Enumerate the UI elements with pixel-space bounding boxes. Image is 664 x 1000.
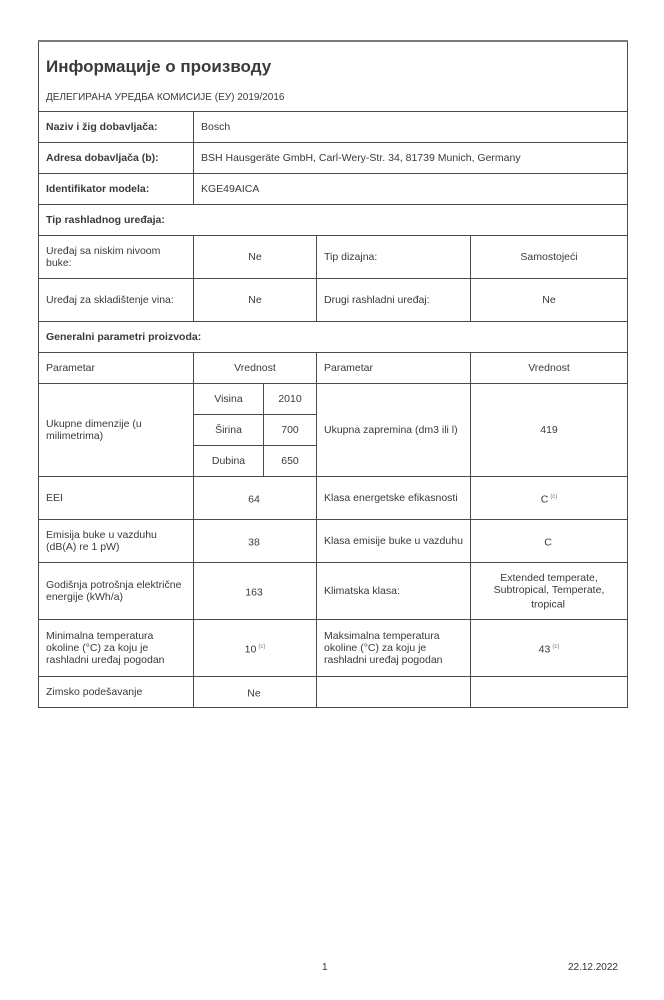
footnote-marker: (c) xyxy=(258,643,266,650)
appliance-type-heading: Tip rashladnog uređaja: xyxy=(39,205,628,236)
eei-value-text: 64 xyxy=(248,493,260,506)
wine-storage-value: Ne xyxy=(194,279,317,322)
noise-emission-value-text: 38 xyxy=(248,536,260,549)
dimensions-label: Ukupne dimenzije (u milimetrima) xyxy=(39,384,194,477)
parameter-row xyxy=(39,620,628,677)
total-volume-value: 419 xyxy=(471,384,628,477)
winter-setting-label: Zimsko podešavanje xyxy=(39,677,194,708)
climate-class-label: Klimatska klasa: xyxy=(317,563,471,620)
climate-class-value-text: Extended temperate, Subtropical, Temperate, tropical xyxy=(493,571,605,611)
supplier-address-value: BSH Hausgeräte GmbH, Carl-Wery-Str. 34, 81739 Munich, Germany xyxy=(194,143,628,174)
climate-class-value xyxy=(471,563,628,620)
dimension-row xyxy=(39,384,628,415)
annual-energy-label: Godišnja potrošnja električne energije (kWh/a) xyxy=(39,563,194,620)
column-header-parameter: Parametar xyxy=(317,353,471,384)
type-row xyxy=(39,279,628,322)
eei-label: EEI xyxy=(39,477,194,520)
max-temperature-value xyxy=(471,620,628,677)
parameter-row xyxy=(39,677,628,708)
low-noise-label: Uređaj sa niskim nivoom buke: xyxy=(39,236,194,279)
empty-label-cell xyxy=(317,677,471,708)
winter-setting-value-text: Ne xyxy=(247,687,261,700)
noise-emission-value xyxy=(194,520,317,563)
supplier-name-label: Naziv i žig dobavljača: xyxy=(39,112,194,143)
model-identifier-value: KGE49AICA xyxy=(194,174,628,205)
document-title: Информације о производу xyxy=(39,41,628,85)
supplier-address-row xyxy=(39,143,628,174)
dimension-name-height: Visina xyxy=(194,384,264,415)
dimension-name-width: Širina xyxy=(194,415,264,446)
max-temperature-label: Maksimalna temperatura okoline (°C) za koju je rashladni uređaj pogodan xyxy=(317,620,471,677)
winter-setting-value xyxy=(194,677,317,708)
eei-value xyxy=(194,477,317,520)
column-header-value: Vrednost xyxy=(471,353,628,384)
noise-emission-label: Emisija buke u vazduhu (dB(A) re 1 pW) xyxy=(39,520,194,563)
dimension-value-height: 2010 xyxy=(264,384,317,415)
column-header-value: Vrednost xyxy=(194,353,317,384)
column-header-row xyxy=(39,353,628,384)
footnote-marker: (c) xyxy=(552,643,560,650)
parameter-row xyxy=(39,520,628,563)
total-volume-label: Ukupna zapremina (dm3 ili l) xyxy=(317,384,471,477)
noise-class-value-text: C xyxy=(544,536,552,549)
noise-class-label: Klasa emisije buke u vazduhu xyxy=(317,520,471,563)
wine-storage-label: Uređaj za skladištenje vina: xyxy=(39,279,194,322)
annual-energy-value-text: 163 xyxy=(245,586,263,599)
footnote-marker: (c) xyxy=(550,493,558,500)
document-date: 22.12.2022 xyxy=(567,962,618,973)
min-temperature-label: Minimalna temperatura okoline (°C) za koju je rashladni uređaj pogodan xyxy=(39,620,194,677)
design-type-value: Samostojeći xyxy=(471,236,628,279)
parameter-row xyxy=(39,563,628,620)
energy-class-value xyxy=(471,477,628,520)
max-temperature-value-text: 43 xyxy=(538,643,551,656)
low-noise-value: Ne xyxy=(194,236,317,279)
column-header-parameter: Parametar xyxy=(39,353,194,384)
parameter-row xyxy=(39,477,628,520)
empty-value-cell xyxy=(471,677,628,708)
min-temperature-value xyxy=(194,620,317,677)
noise-class-value xyxy=(471,520,628,563)
other-refrigerating-label: Drugi rashladni uređaj: xyxy=(317,279,471,322)
dimension-name-depth: Dubina xyxy=(194,446,264,477)
model-identifier-label: Identifikator modela: xyxy=(39,174,194,205)
general-parameters-heading: Generalni parametri proizvoda: xyxy=(39,322,628,353)
energy-class-value-text: C xyxy=(540,493,549,506)
product-information-table xyxy=(38,40,628,708)
supplier-address-label: Adresa dobavljača (b): xyxy=(39,143,194,174)
regulation-subtitle: ДЕЛЕГИРАНА УРЕДБА КОМИСИЈЕ (ЕУ) 2019/2016 xyxy=(39,85,628,112)
annual-energy-value xyxy=(194,563,317,620)
dimension-value-width: 700 xyxy=(264,415,317,446)
supplier-name-value: Bosch xyxy=(194,112,628,143)
model-identifier-row xyxy=(39,174,628,205)
energy-class-label: Klasa energetske efikasnosti xyxy=(317,477,471,520)
page-number: 1 xyxy=(322,962,328,973)
design-type-label: Tip dizajna: xyxy=(317,236,471,279)
supplier-name-row xyxy=(39,112,628,143)
type-row xyxy=(39,236,628,279)
dimension-value-depth: 650 xyxy=(264,446,317,477)
min-temperature-value-text: 10 xyxy=(244,643,257,656)
other-refrigerating-value: Ne xyxy=(471,279,628,322)
